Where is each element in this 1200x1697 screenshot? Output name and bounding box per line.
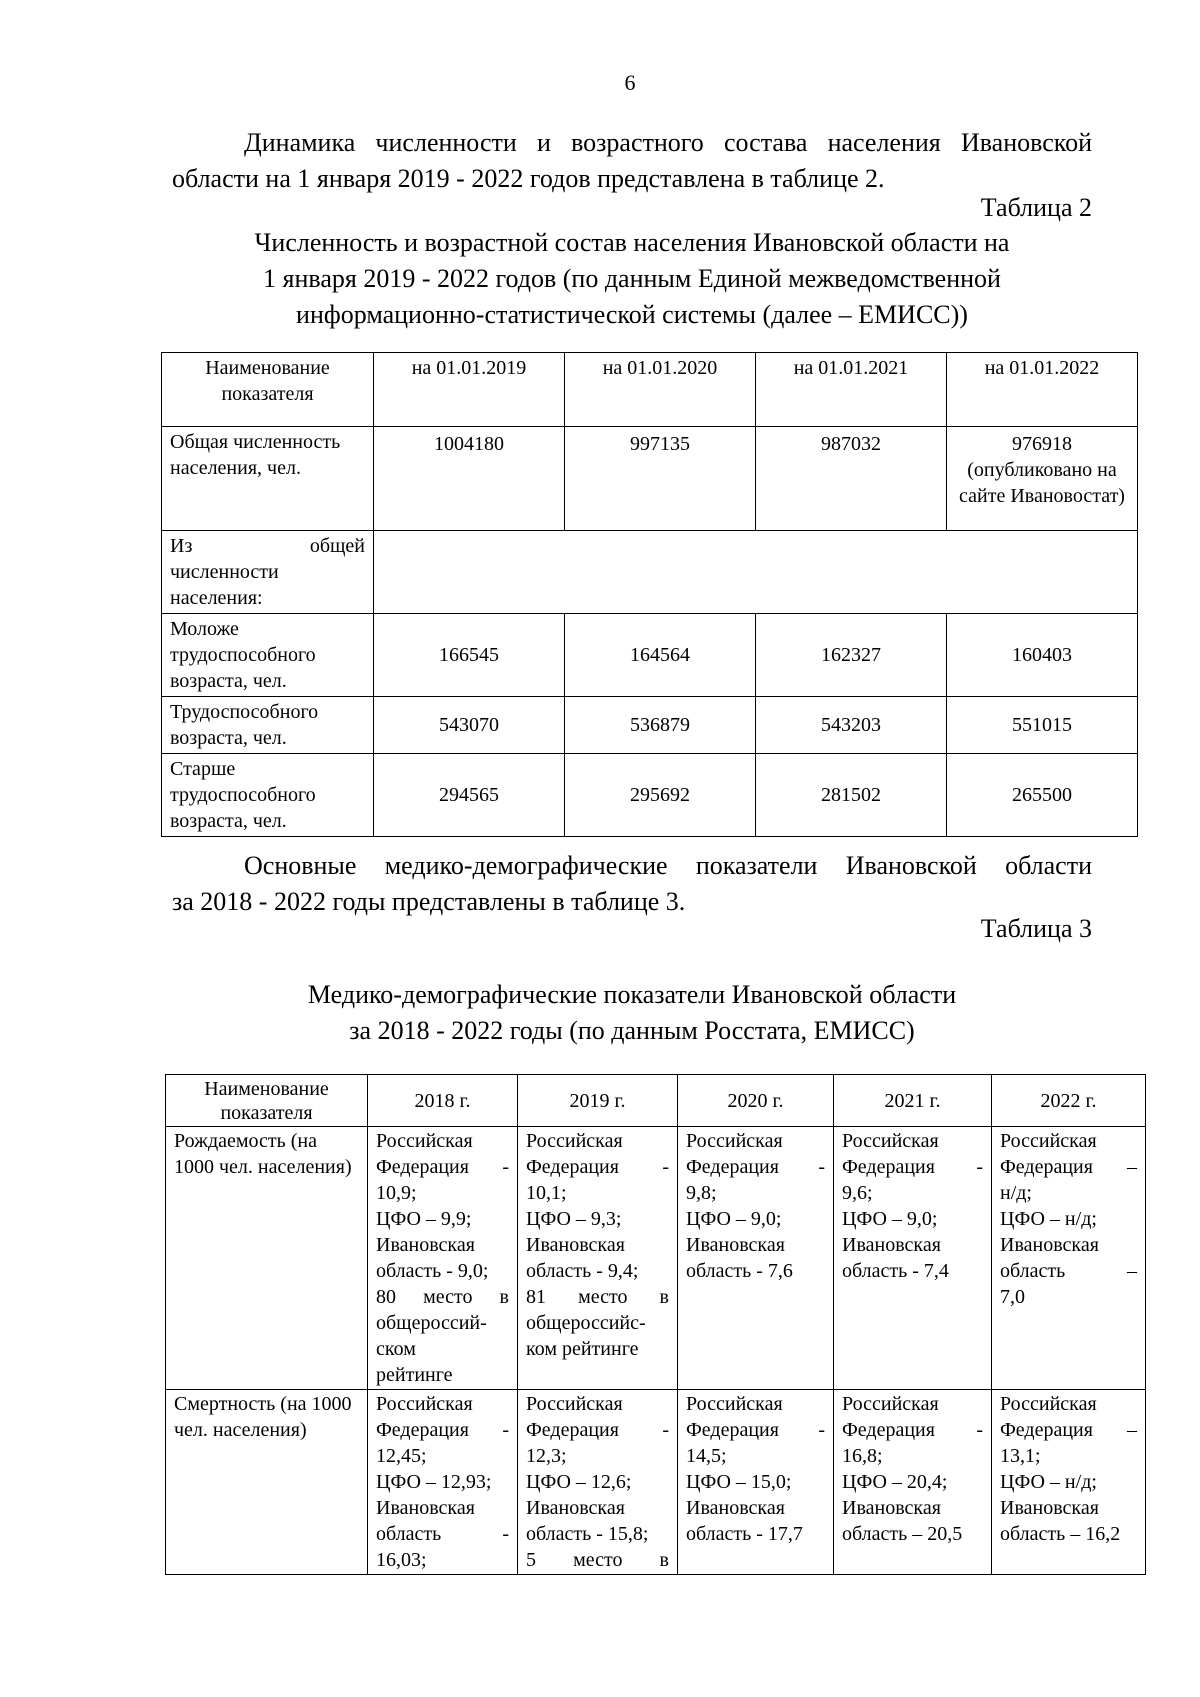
table2-title-line: Численность и возрастной состав населения Ивановской области на (254, 228, 1010, 257)
cell-line: область - 9,0; (376, 1260, 489, 1282)
page-number: 6 (624, 70, 636, 95)
cell-line: Российская (842, 1130, 939, 1152)
cell-line: Российская (376, 1130, 473, 1152)
cell-value: 543070 (374, 697, 565, 754)
cell-line: 14,5; (686, 1445, 727, 1467)
table-row-death-rate (166, 1390, 1146, 1575)
header-indicator-name: Наименование показателя (162, 353, 374, 427)
cell-value: 295692 (565, 754, 756, 837)
cell-word: Федерация (376, 1156, 469, 1178)
table-header-row (162, 353, 1138, 427)
cell-line: область – 20,5 (842, 1523, 963, 1545)
cell-line: Российская (1000, 1393, 1097, 1415)
population-table (161, 352, 1138, 837)
row-label: Трудоспособного возраста, чел. (162, 697, 374, 754)
cell-word: – (1127, 1156, 1137, 1178)
subheader-word: Из (170, 535, 193, 557)
cell-line: Российская (686, 1130, 783, 1152)
cell-word: Федерация (686, 1419, 779, 1441)
cell-word: область (376, 1523, 442, 1545)
table-row-total (162, 427, 1138, 531)
cell-2021 (834, 1390, 992, 1575)
table-header-row (166, 1075, 1146, 1127)
cell-line: 7,0 (1000, 1286, 1025, 1308)
cell-line: 9,6; (842, 1182, 873, 1204)
subheader-rest: численности населения: (170, 561, 279, 609)
paragraph-line: Динамика численности и возрастного состава населения Ивановской (244, 128, 1092, 157)
cell-word: – (1127, 1419, 1137, 1441)
cell-word: место (423, 1286, 473, 1308)
cell-2019 (518, 1390, 678, 1575)
cell-line: 10,9; (376, 1182, 417, 1204)
cell-value: 166545 (374, 614, 565, 697)
cell-line (686, 1417, 825, 1443)
cell-line (842, 1154, 983, 1180)
cell-value: 164564 (565, 614, 756, 697)
row-label: Общая численность населения, чел. (162, 427, 374, 531)
header-year-2021: 2021 г. (834, 1075, 992, 1127)
cell-line: Российская (686, 1393, 783, 1415)
cell-line: ЦФО – н/д; (1000, 1208, 1097, 1230)
cell-word: - (976, 1156, 983, 1178)
cell-line: Российская (526, 1393, 623, 1415)
cell-line (376, 1521, 509, 1547)
cell-line: область - 15,8; (526, 1523, 649, 1545)
cell-value: 265500 (947, 754, 1138, 837)
cell-line (1000, 1258, 1137, 1284)
table3-title-line: Медико-демографические показатели Ивановской области (307, 980, 957, 1009)
cell-word: место (578, 1286, 628, 1308)
cell-value: 281502 (756, 754, 947, 837)
cell-value: 162327 (756, 614, 947, 697)
cell-line (526, 1154, 669, 1180)
table3-title-line: за 2018 - 2022 годы (по данным Росстата, ЕМИСС) (349, 1016, 915, 1045)
table-row-birth-rate (166, 1127, 1146, 1390)
row-label (162, 531, 374, 614)
cell-word: Федерация (526, 1419, 619, 1441)
cell-line (842, 1417, 983, 1443)
cell-line: область - 7,6 (686, 1260, 793, 1282)
header-year-2018: 2018 г. (368, 1075, 518, 1127)
cell-2020 (678, 1127, 834, 1390)
cell-2021 (834, 1127, 992, 1390)
paragraph-line: Основные медико-демографические показатели Ивановской области (244, 851, 1092, 880)
header-year-2019: 2019 г. (518, 1075, 678, 1127)
cell-word: 80 (376, 1286, 396, 1308)
cell-word: место (573, 1549, 623, 1571)
cell-line: Ивановская (526, 1497, 625, 1519)
cell-value: 551015 (947, 697, 1138, 754)
row-label: Смертность (на 1000 чел. населения) (166, 1390, 368, 1575)
cell-line: ЦФО – 9,9; (376, 1208, 472, 1230)
table2-title-line: 1 января 2019 - 2022 годов (по данным Единой межведомственной (263, 264, 1001, 293)
cell-2022 (992, 1127, 1146, 1390)
cell-word: - (818, 1156, 825, 1178)
cell-word: - (502, 1419, 509, 1441)
header-date-2019: на 01.01.2019 (374, 353, 565, 427)
cell-word: - (502, 1523, 509, 1545)
cell-line: Ивановская (376, 1234, 475, 1256)
subheader-first-line (170, 533, 365, 559)
cell-line: общероссий- (376, 1312, 487, 1334)
cell-line: Ивановская (842, 1497, 941, 1519)
cell-line: Ивановская (1000, 1234, 1099, 1256)
cell-word: - (502, 1156, 509, 1178)
cell-word: Федерация (526, 1156, 619, 1178)
cell-word: 5 (526, 1549, 536, 1571)
cell-value: 1004180 (374, 427, 565, 531)
cell-line (1000, 1154, 1137, 1180)
cell-word: Федерация (686, 1156, 779, 1178)
cell-word: Федерация (376, 1419, 469, 1441)
header-year-2022: 2022 г. (992, 1075, 1146, 1127)
cell-line: область – 16,2 (1000, 1523, 1121, 1545)
cell-line (376, 1154, 509, 1180)
cell-line: Ивановская (842, 1234, 941, 1256)
row-label: Моложе трудоспособного возраста, чел. (162, 614, 374, 697)
table-row (162, 697, 1138, 754)
header-date-2022: на 01.01.2022 (947, 353, 1138, 427)
header-year-2020: 2020 г. (678, 1075, 834, 1127)
cell-line: 16,03; (376, 1549, 427, 1571)
cell-line: Российская (526, 1130, 623, 1152)
cell-word: в (499, 1286, 509, 1308)
cell-line: 13,1; (1000, 1445, 1041, 1467)
header-date-2020: на 01.01.2020 (565, 353, 756, 427)
cell-line: область - 9,4; (526, 1260, 639, 1282)
cell-line: Ивановская (526, 1234, 625, 1256)
cell-2020 (678, 1390, 834, 1575)
table2-title-line: информационно-статистической системы (далее – ЕМИСС)) (296, 300, 968, 329)
cell-line: н/д; (1000, 1182, 1032, 1204)
cell-line: ЦФО – 9,0; (842, 1208, 938, 1230)
cell-line (526, 1417, 669, 1443)
cell-value: 294565 (374, 754, 565, 837)
subheader-word: общей (309, 535, 365, 557)
cell-line: 16,8; (842, 1445, 883, 1467)
cell-2022 (992, 1390, 1146, 1575)
table-row-subheader (162, 531, 1138, 614)
cell-line (1000, 1417, 1137, 1443)
header-indicator-name: Наименование показателя (166, 1075, 368, 1127)
cell-line: Российская (376, 1393, 473, 1415)
table2-label: Таблица 2 (980, 193, 1092, 222)
header-date-2021: на 01.01.2021 (756, 353, 947, 427)
cell-line (376, 1417, 509, 1443)
table-row (162, 754, 1138, 837)
cell-line (686, 1154, 825, 1180)
cell-2018 (368, 1127, 518, 1390)
cell-line: ЦФО – 9,0; (686, 1208, 782, 1230)
cell-word: Федерация (1000, 1419, 1093, 1441)
cell-line: область - 17,7 (686, 1523, 803, 1545)
intro-paragraph-table3 (172, 848, 1092, 920)
cell-word: в (659, 1549, 669, 1571)
cell-line: 12,3; (526, 1445, 567, 1467)
cell-word: – (1127, 1260, 1137, 1282)
cell-word: область (1000, 1260, 1066, 1282)
cell-line: ЦФО – 12,6; (526, 1471, 632, 1493)
cell-word: Федерация (1000, 1156, 1093, 1178)
cell-line: ЦФО – н/д; (1000, 1471, 1097, 1493)
cell-value: 536879 (565, 697, 756, 754)
cell-value: 987032 (756, 427, 947, 531)
cell-line: Ивановская (686, 1234, 785, 1256)
cell-value: 543203 (756, 697, 947, 754)
cell-line: ЦФО – 15,0; (686, 1471, 792, 1493)
table3-title (172, 977, 1092, 1049)
cell-line: Ивановская (376, 1497, 475, 1519)
cell-line: область - 7,4 (842, 1260, 949, 1282)
cell-line: ЦФО – 20,4; (842, 1471, 948, 1493)
cell-line: рейтинге (376, 1364, 453, 1386)
cell-line: общероссийс- (526, 1312, 646, 1334)
cell-line: ком рейтинге (526, 1338, 639, 1360)
cell-value: 160403 (947, 614, 1138, 697)
cell-2018 (368, 1390, 518, 1575)
cell-line: ЦФО – 12,93; (376, 1471, 492, 1493)
cell-word: 81 (526, 1286, 546, 1308)
cell-value: 997135 (565, 427, 756, 531)
table2-title (172, 225, 1092, 333)
cell-2019 (518, 1127, 678, 1390)
cell-line (526, 1547, 669, 1573)
cell-word: Федерация (842, 1156, 935, 1178)
cell-value: 976918 (опубликовано на сайте Ивановостат) (947, 427, 1138, 531)
table-row (162, 614, 1138, 697)
row-label: Старше трудоспособного возраста, чел. (162, 754, 374, 837)
cell-line: 12,45; (376, 1445, 427, 1467)
row-label: Рождаемость (на 1000 чел. населения) (166, 1127, 368, 1390)
cell-line: ском (376, 1338, 416, 1360)
cell-line: Российская (1000, 1130, 1097, 1152)
paragraph-line: за 2018 - 2022 годы представлены в таблице 3. (172, 887, 686, 916)
cell-line (526, 1284, 669, 1310)
cell-line: 10,1; (526, 1182, 567, 1204)
cell-word: - (662, 1419, 669, 1441)
cell-word: - (818, 1419, 825, 1441)
medical-demographic-table (165, 1074, 1146, 1575)
cell-line (376, 1284, 509, 1310)
paragraph-line: области на 1 января 2019 - 2022 годов представлена в таблице 2. (172, 164, 885, 193)
empty-merged-cell (374, 531, 1138, 614)
cell-word: Федерация (842, 1419, 935, 1441)
cell-word: - (662, 1156, 669, 1178)
cell-line: Ивановская (1000, 1497, 1099, 1519)
cell-line: Ивановская (686, 1497, 785, 1519)
cell-word: в (659, 1286, 669, 1308)
table3-label: Таблица 3 (980, 914, 1092, 943)
cell-line: Российская (842, 1393, 939, 1415)
intro-paragraph-table2 (172, 125, 1092, 197)
cell-word: - (976, 1419, 983, 1441)
cell-line: 9,8; (686, 1182, 717, 1204)
cell-line: ЦФО – 9,3; (526, 1208, 622, 1230)
